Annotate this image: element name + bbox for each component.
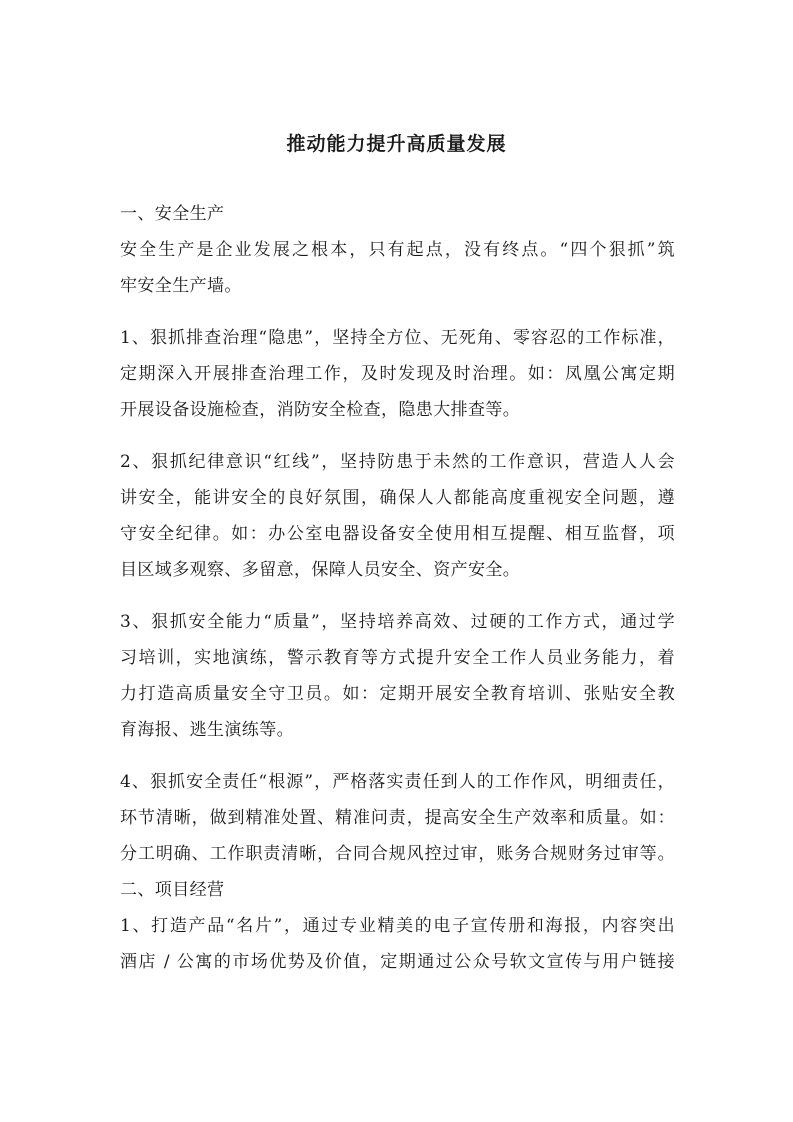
paragraph-line: 1、狠抓排查治理“隐患”，坚持全方位、无死角、零容忍的工作标准， — [120, 328, 675, 348]
paragraph-line: 力打造高质量安全守卫员。如：定期开展安全教育培训、张贴安全教 — [120, 684, 675, 704]
document-title: 推动能力提升高质量发展 — [286, 133, 507, 155]
paragraph-line: 2、狠抓纪律意识“红线”，坚持防患于未然的工作意识，营造人人会 — [120, 452, 675, 472]
paragraph-line: 习培训，实地演练，警示教育等方式提升安全工作人员业务能力，着 — [120, 648, 675, 668]
paragraph-line: 环节清晰，做到精准处置、精准问责，提高安全生产效率和质量。如： — [120, 808, 675, 828]
paragraph-line: 目区域多观察、多留意，保障人员安全、资产安全。 — [120, 560, 521, 580]
paragraph-line: 酒店 / 公寓的市场优势及价值，定期通过公众号软文宣传与用户链接 — [120, 952, 675, 972]
paragraph-line: 守安全纪律。如：办公室电器设备安全使用相互提醒、相互监督，项 — [120, 524, 675, 544]
paragraph-line: 1、打造产品“名片”，通过专业精美的电子宣传册和海报，内容突出 — [120, 916, 675, 936]
paragraph-line: 开展设备设施检查，消防安全检查，隐患大排查等。 — [120, 400, 521, 420]
paragraph-line: 育海报、逃生演练等。 — [120, 720, 294, 740]
paragraph-line: 分工明确、工作职责清晰，合同合规风控过审，账务合规财务过审等。 — [120, 844, 675, 864]
paragraph-line: 3、狠抓安全能力“质量”，坚持培养高效、过硬的工作方式，通过学 — [120, 612, 675, 632]
paragraph-line: 牢安全生产墙。 — [120, 276, 242, 296]
section-heading-safety: 一、安全生产 — [120, 204, 225, 224]
paragraph-line: 4、狠抓安全责任“根源”，严格落实责任到人的工作作风，明细责任， — [120, 772, 675, 792]
section-heading-operations: 二、项目经营 — [120, 880, 225, 900]
paragraph-line: 定期深入开展排查治理工作，及时发现及时治理。如：凤凰公寓定期 — [120, 364, 675, 384]
paragraph-line: 讲安全，能讲安全的良好氛围，确保人人都能高度重视安全问题，遵 — [120, 488, 675, 508]
paragraph-line: 安全生产是企业发展之根本，只有起点，没有终点。“四个狠抓”筑 — [120, 240, 675, 260]
